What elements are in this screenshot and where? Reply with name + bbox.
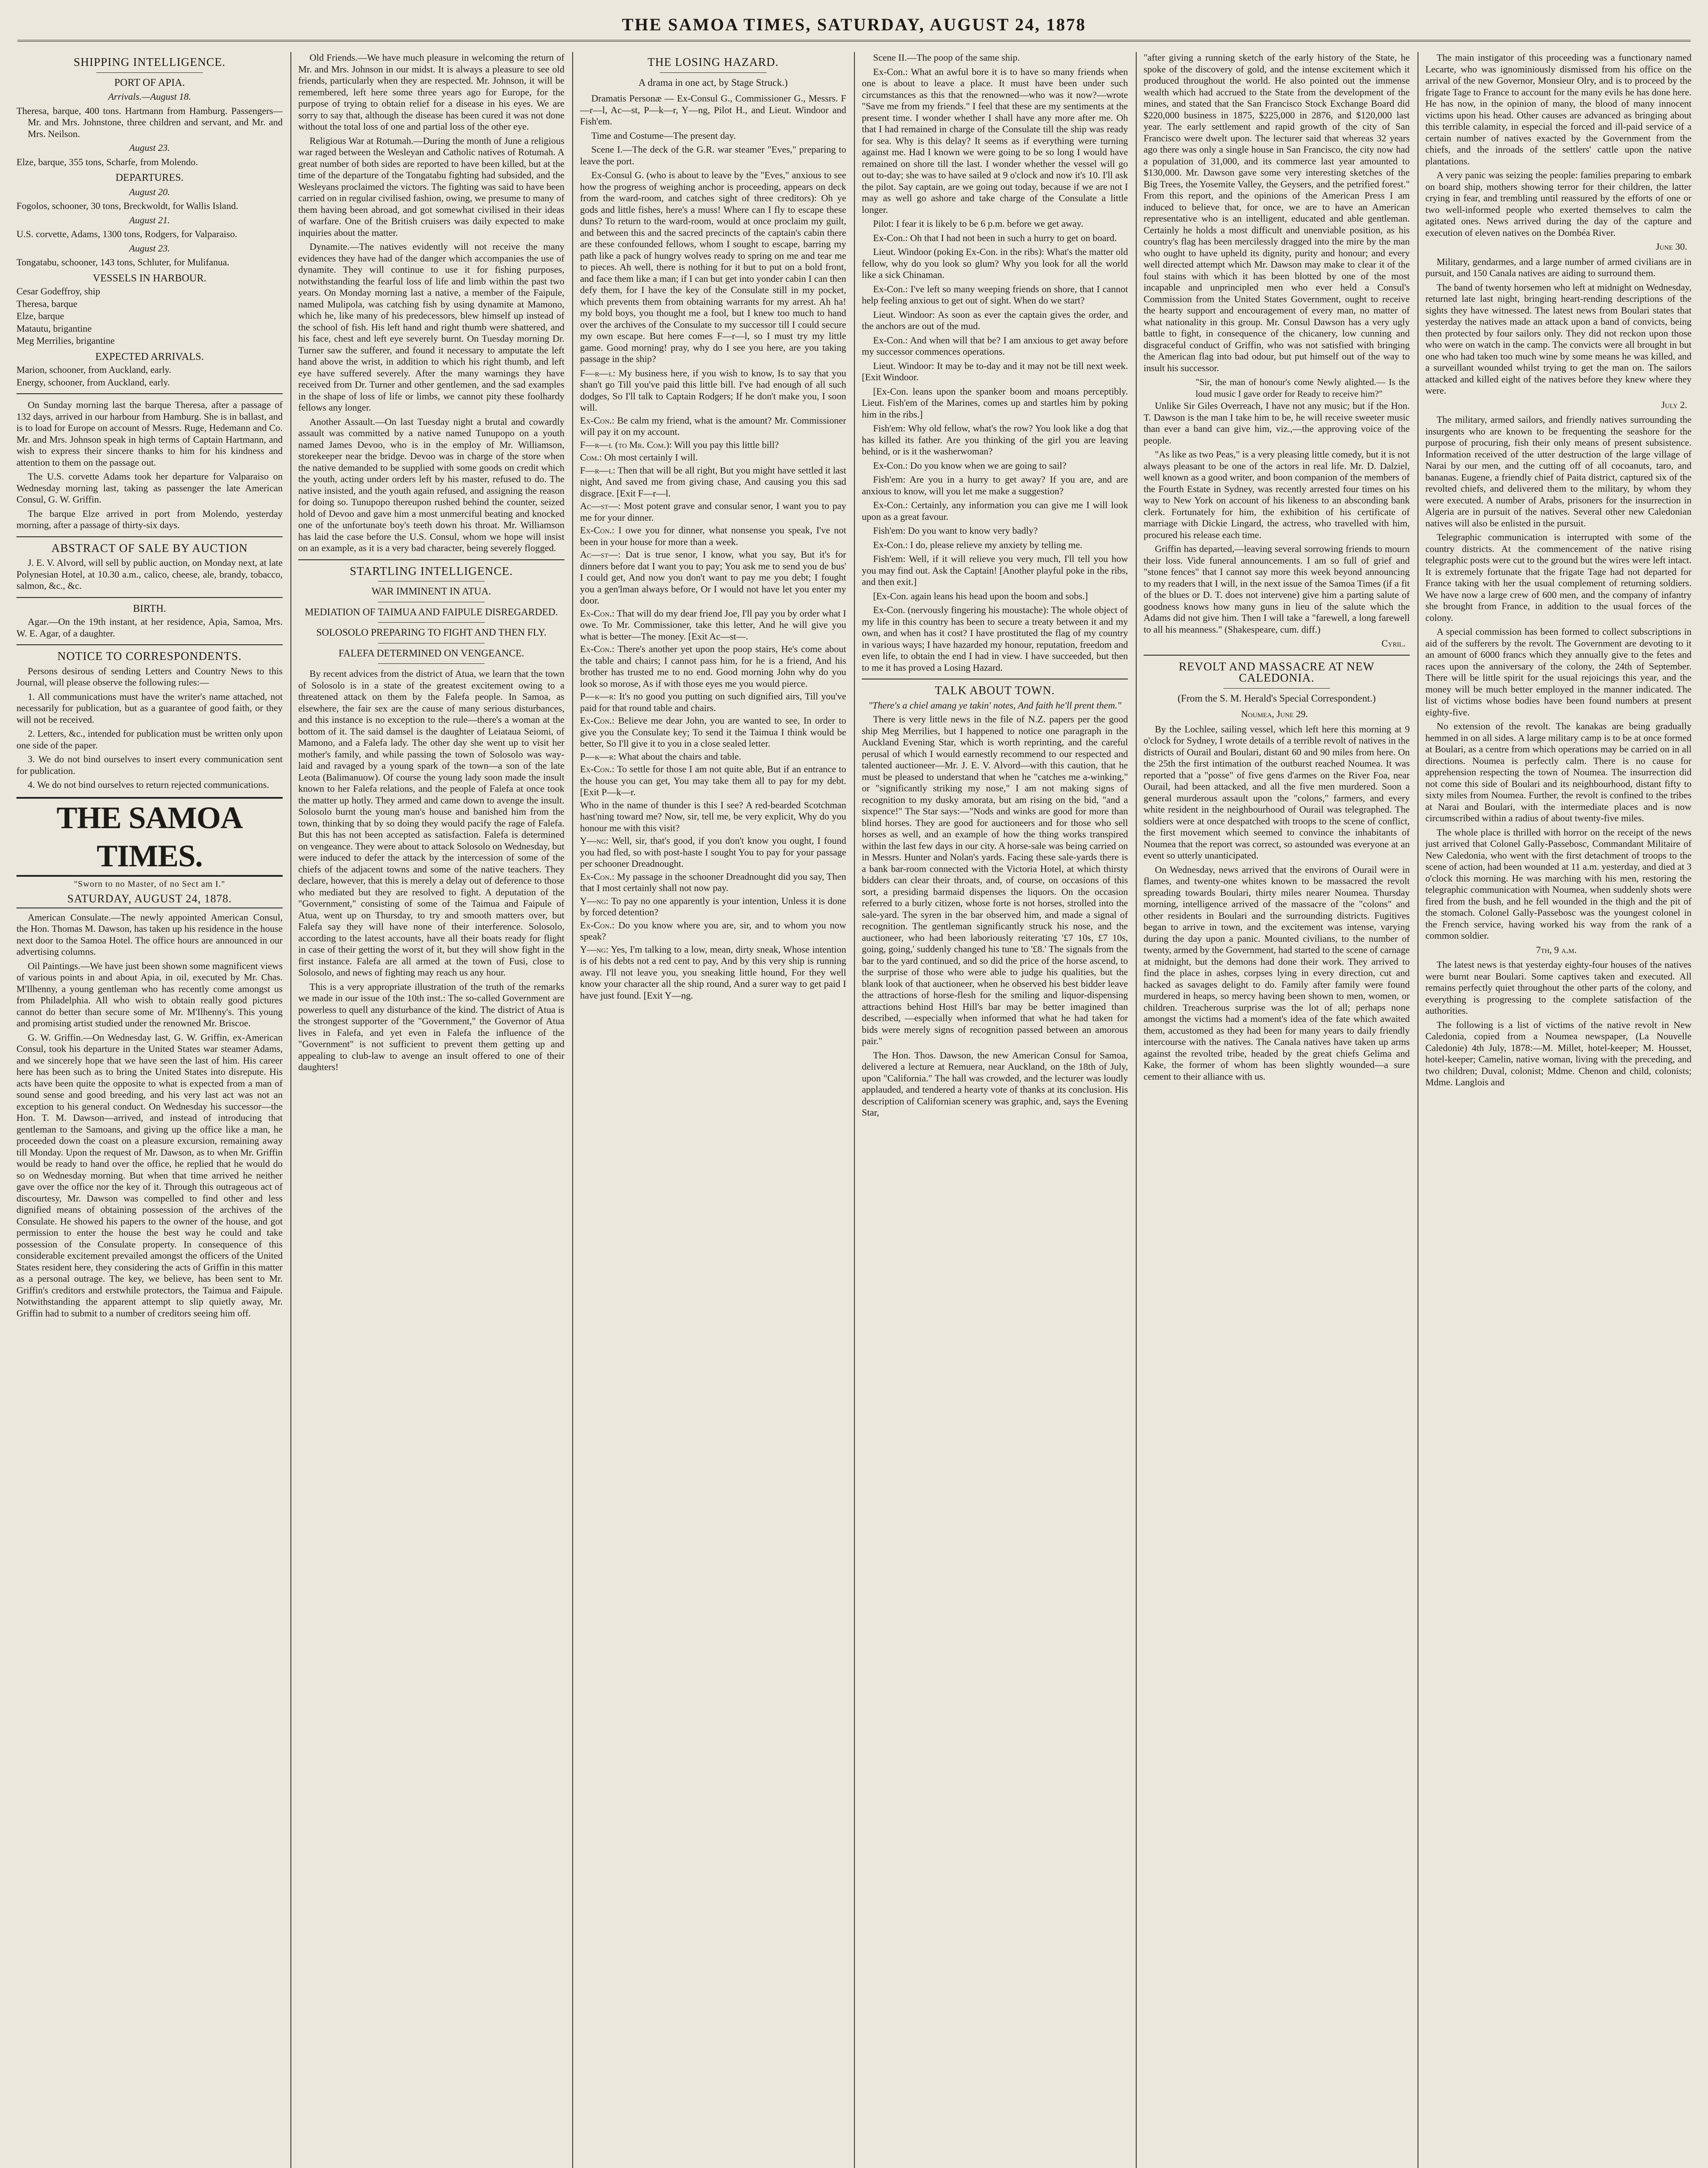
speaker-name: Ex-Con.: xyxy=(580,715,615,726)
drama-personae: Dramatis Personæ — Ex-Consul G., Commissioner G., Messrs. F—r—l, Ac—st, P—k—r, Y—ng, Pilot H., and Lieut. Windoor and Fish'em. xyxy=(580,93,846,127)
talk-heading: TALK ABOUT TOWN. xyxy=(935,684,1055,697)
talk-paragraph: Griffin has departed,—leaving several sorrowing friends to mourn their loss. Vide funeral announcements. I am so full of grief and "stone fences" that I cannot say more this week beyond announcing to my readers that I will, in the next issue of the Samoa Times (if a fit of the blues or D. T. does not intervene) give him a parting salute of goodness knows how many guns in lieu of the salute which the Adams did not give him. Then I will take a "farewell, a long farewell to all his meanness." (Shakespeare, cum. diff.) xyxy=(1144,543,1410,635)
speech-text: Oh most certainly I will. xyxy=(604,452,698,463)
speech-text: To pay no one apparently is your intention, Unless it is done by forced detention? xyxy=(580,895,846,917)
divider xyxy=(16,597,283,598)
column-rule xyxy=(572,52,573,2168)
vessel-item: Theresa, barque xyxy=(16,298,78,309)
divider xyxy=(1144,655,1410,656)
speaker-name: Y—ng: xyxy=(580,835,609,846)
drama-scene: Scene I.—The deck of the G.R. war steamer "Eves," preparing to leave the port. xyxy=(580,144,846,167)
drama-line: [Ex-Con. again leans his head upon the boom and sobs.] xyxy=(873,590,1088,601)
dialogue-line xyxy=(580,452,846,464)
dialogue-line xyxy=(580,715,846,750)
dialogue-line xyxy=(580,871,846,894)
drama-line: Ex-Con.: Certainly, any information you can give me I will look upon as a great favour. xyxy=(862,500,1128,522)
divider xyxy=(378,622,485,623)
dialogue-line xyxy=(580,751,846,763)
revolt-paragraph: The following is a list of victims of the native revolt in New Caledonia, copied from a Noumea newspaper, (La Nouvelle Caledonie) 4th July, 1878:—M. Millet, hotel-keeper; M. Housset, hotel-keeper; Camelin, native woman, living with the preceding, and two children; Duval, colonist; Mdme. Chenon and child, colonists; Mdme. Langlois and xyxy=(1425,1019,1692,1087)
column-2 xyxy=(298,52,564,2168)
port-heading: PORT OF APIA. xyxy=(114,77,185,88)
speaker-name: Ac—st—: xyxy=(580,549,621,560)
dialogue-line xyxy=(580,368,846,414)
column-6 xyxy=(1425,52,1692,2168)
drama-line: [Ex-Con. leans upon the spanker boom and moans perceptibly. Lieut. Fish'em of the Marines, comes up and startles him by poking him in the ribs.] xyxy=(862,385,1128,420)
departure-date: August 21. xyxy=(129,214,170,225)
speaker-name: P—k—r: xyxy=(580,691,616,702)
expected-item: Energy, schooner, from Auckland, early. xyxy=(16,376,170,388)
article-religious-war: Religious War at Rotumah.—During the month of June a religious war raged between the Wesleyan and Catholic natives of Rotumah. A great number of both sides are reported to have been killed, but at the time of the departure of the Tongatabu fighting had subsided, and the Wesleyans proclaimed the victors. The fighting was said to have been carried on in regular civilised fashion, owing, we presume to many of them having been abroad, and got somewhat civilised in their ideas of warfare. One of the British cruisers was daily expected to make inquiries about the matter. xyxy=(298,135,564,238)
revolt-paragraph: The latest news is that yesterday eighty-four houses of the natives were burnt near Boulari. Some captives taken and executed. All remains perfectly quiet throughout the other parts of the colony, and everything is progressing to the complete satisfaction of the authorities. xyxy=(1425,959,1692,1016)
drama-line: Pilot: I fear it is likely to be 6 p.m. before we get away. xyxy=(873,218,1083,229)
headline-falefa: FALEFA DETERMINED ON VENGEANCE. xyxy=(338,647,525,659)
revolt-paragraph: The main instigator of this proceeding was a functionary named Lecarte, who was ignominiously dismissed from his office on the arrival of the new Governor, Monsieur Olry, and is to proceed by the frigate Tage to France to account for the many evils he has done here. He has now, in the opinion of many, the blood of many innocent victims upon his head. Other causes are advanced as bringing about this terrible calamity, in especial the forced and ill-paid service of a certain number of natives exacted by the Government from the chiefs, and the inroads of the settlers' cattle upon the native plantations. xyxy=(1425,52,1692,167)
article-old-friends: Old Friends.—We have much pleasure in welcoming the return of Mr. and Mrs. Johnson in our midst. It is always a pleasure to see old friends, particularly when they are respected. Mr. Johnson, it will be remembered, left here some three years ago for Europe, for the purpose of trying to obtain relief for a disease in his eyes. We are sorry to say that, although the disease has been cured it was not done without the total loss of one and partial loss of the other eye. xyxy=(298,52,564,132)
revolt-paragraph: No extension of the revolt. The kanakas are being gradually hemmed in on all sides. A large military camp is to be at once formed at Boulari, as a centre from which operations may be carried on in all directions. Noumea is perfectly calm. There is no cause for apprehension respecting the town of Noumea. The insurrection did not come this side of Boulari and its neighbourhood, distant fifty to sixty miles from Noumea. Further, the revolt is confined to the tribes at Narai and Boulari, with the intermediate places and is now circumscribed within a radius of about twenty-five miles. xyxy=(1425,721,1692,823)
speech-text: Be calm my friend, what is the amount? Mr. Commissioner will pay it on my account. xyxy=(580,415,846,437)
divider xyxy=(16,644,283,645)
drama-line: Ex-Con.: Do you know when we are going to sail? xyxy=(873,460,1067,471)
speech-text: Well, sir, that's good, if you don't know you ought, I found you had fled, so with post-haste I sought You to pay for your passage per schooner Dreadnought. xyxy=(580,835,846,869)
expected-item: Marion, schooner, from Auckland, early. xyxy=(16,364,171,375)
revolt-date: June 30. xyxy=(1656,241,1687,252)
notice-rule: 3. We do not bind ourselves to insert every communication sent for publication. xyxy=(16,754,283,776)
speech-text: Will you pay this little bill? xyxy=(674,439,779,450)
speech-text: There's another yet upon the poop stairs, He's come about the table and chairs; I cannot pass him, for he is a friend, And his brother has trusted me to no end. Good morning John why do you look so morose, As if with those eyes me you would pierce. xyxy=(580,643,846,689)
revolt-paragraph: The military, armed sailors, and friendly natives surrounding the insurgents who are known to be frequenting the seashore for the purpose of procuring, fish their only means of present subsistence. Information received of the utter destruction of the large village of Narai by our men, and the cutting off of all cocoanuts, taro, and bananas. Eugene, a friendly chief of Paita district, captured six of the revolted chiefs, and delivered them to the military, by whom they were executed. A number of Arabs, prisoners for the insurrection in Algeria are in pursuit of the natives. Several other new Caledonian natives will also be enlisted in the pursuit. xyxy=(1425,414,1692,529)
speaker-name: Ex-Con.: xyxy=(580,525,615,535)
speech-text: Yes, I'm talking to a low, mean, dirty sneak, Whose intention is of his debts not a red cent to pay, And by this very ship is running away. I'll not leave you, you sneaking little hound, For they well know your character all the ship round, And a surer way to get paid I have just found. [Exit Y—ng. xyxy=(580,944,846,1001)
shipping-news: The U.S. corvette Adams took her departure for Valparaiso on Wednesday morning last, taking as passenger the late American Consul, G. W. Griffin. xyxy=(16,471,283,505)
divider xyxy=(660,72,766,73)
column-rule xyxy=(290,52,291,2168)
shipping-news: On Sunday morning last the barque Theresa, after a passage of 132 days, arrived in our harbour from Hamburg. She is in ballast, and is to load for Europe on account of Messrs. Ruge, Hedemann and Co. Mr. and Mrs. Johnson speak in high terms of Captain Hartmann, and wish to express their sincere thanks to him for his kindness and attention to them on the passage out. xyxy=(16,399,283,468)
speech-text: I owe you for dinner, what nonsense you speak, I've not been in your house for more than a week. xyxy=(580,525,846,547)
speech-text: To settle for those I am not quite able, But if an entrance to the house you can get, You may take them all to pay for my debt. [Exit P—k—r. xyxy=(580,764,846,797)
speaker-name: Y—ng: xyxy=(580,895,609,906)
headline-solosolo: SOLOSOLO PREPARING TO FIGHT AND THEN FLY. xyxy=(316,627,547,638)
birth-heading: BIRTH. xyxy=(133,603,166,614)
departure-item: Fogolos, schooner, 30 tons, Breckwoldt, for Wallis Island. xyxy=(16,200,238,211)
departures-heading: DEPARTURES. xyxy=(115,172,184,183)
headline-war: WAR IMMINENT IN ATUA. xyxy=(372,586,491,597)
notice-rule: 1. All communications must have the writer's name attached, not necessarily for publication, but as a guarantee of good faith, or they will not be received. xyxy=(16,691,283,725)
speaker-name: Ex-Con.: xyxy=(580,871,615,882)
speech-text: Then that will be all right, But you might have settled it last night, And saved me from giving chase, And causing you this sad disgrace. [Exit F—r—l. xyxy=(580,464,846,499)
speaker-name: Ex-Con.: xyxy=(580,415,615,426)
speech-text: My business here, if you wish to know, Is to say that you shan't go Till you've paid this little bill. I've had enough of all such dodges, So I'll talk to Captain Rodgers; If he don't make you, I soon will. xyxy=(580,367,846,413)
auction-heading: ABSTRACT OF SALE BY AUCTION xyxy=(51,541,248,555)
birth-text: Agar.—On the 19th instant, at her residence, Apia, Samoa, Mrs. W. E. Agar, of a daughter. xyxy=(16,616,283,639)
column-1 xyxy=(16,52,283,2168)
talk-paragraph: Unlike Sir Giles Overreach, I have not any music; but if the Hon. T. Dawson is the man I take him to be, he will receive sweeter music than ever a band can give him, viz.,—the approving voice of the people. xyxy=(1144,400,1410,446)
talk-paragraph: "As like as two Peas," is a very pleasing little comedy, but it is not always pleasant to be one of the actors in real life. Mr. D. Dalziel, well known as a good writer, and boon companion of the members of the Fourth Estate in Sydney, was recently arrested four times on his way to New York on account of his likeness to an absconding bank clerk. Fortunately for him, the exhibition of his certificate of marriage with Dickie Lingard, the actress, who travelled with him, procured his release each time. xyxy=(1144,449,1410,540)
departure-item: Tongatabu, schooner, 143 tons, Schluter, for Mulifanua. xyxy=(16,257,229,268)
speaker-name: Ac—st—: xyxy=(580,500,621,511)
speaker-name: Ex-Con.: xyxy=(580,919,615,931)
drama-line: Fish'em: Well, if it will relieve you very much, I'll tell you how you may find out. Ask the Captain! [Another playful poke in the ribs, and then exit.] xyxy=(862,553,1128,587)
auction-text: J. E. V. Alvord, will sell by public auction, on Monday next, at late Polynesian Hotel, at 10.30 a.m., calico, cheese, ale, brandy, tobacco, salmon, &c., &c. xyxy=(16,557,283,591)
divider xyxy=(96,72,203,73)
dialogue-line xyxy=(580,691,846,714)
page-header xyxy=(17,10,1691,42)
drama-scene-2: Scene II.—The poop of the same ship. xyxy=(873,52,1020,63)
drama-title: THE LOSING HAZARD. xyxy=(647,56,779,69)
article-griffin: G. W. Griffin.—On Wednesday last, G. W. Griffin, ex-American Consul, took his departure in the United States war steamer Adams, and we sincerely hope that we have seen the last of him. His career here has been such as to bring the United States into disrepute. His acts have been quite the opposite to what is expected from a man of sound sense and good breeding, and his very last act was not an exception to his general conduct. On Wednesday his successor—the Hon. T. M. Dawson—arrived, and instead of introducing that gentleman to the Samoans, and giving up the office like a man, he proceeded down the coast on a pleasure excursion, remaining away till Monday. Upon the request of Mr. Dawson, as to when Mr. Griffin would be ready to hand over the office, he replied that he would do so on Wednesday morning. But when that time arrived he neither gave over the office nor the key of it. Through this outrageous act of discourtesy, Mr. Dawson was compelled to find other and less dignified means of obtaining possession of the archives of the Consulate. He showed his papers to the owner of the house, and got permission to enter the house the best way he could and take possession of the Consulate property. In consequence of this considerable excitement prevailed amongst the officers of the United States resident here, they considering the acts of Griffin in this matter as a personal outrage. The key, we believe, has been sent to Mr. Griffin's creditors and erstwhile protectors, the Taimua and Faipule. Notwithstanding the apparent attempt to slip quietly away, Mr. Griffin had to submit to a number of creditors seeing him off. xyxy=(16,1032,283,1319)
drama-line: Fish'em: Why old fellow, what's the row? You look like a dog that has killed its father. Are you thinking of the girl you are leaving behind, or is it the washerwoman? xyxy=(862,423,1128,457)
revolt-paragraph: Military, gendarmes, and a large number of armed civilians are in pursuit, and 150 Canala natives are aiding to surround them. xyxy=(1425,256,1692,278)
revolt-date: 7th, 9 a.m. xyxy=(1536,944,1577,955)
column-3 xyxy=(580,52,846,2168)
talk-paragraph: The Hon. Thos. Dawson, the new American Consul for Samoa, delivered a lecture at Remuera, near Auckland, on the 18th of July, upon "California." The hall was crowded, and the lecturer was loudly applauded, and tendered a hearty vote of thanks at its conclusion. His description of Californian scenery was graphic, and, says the Evening Star, xyxy=(862,1049,1128,1118)
drama-line: Ex-Con. (nervously fingering his moustache): The whole object of my life in this country has been to secure a treaty between it and my own, and when has it cost? I have prostituted the flag of my country in various ways; I have hazarded my honour, reputation, freedom and even life, to obtain the end I had in view. I have succeeded, but then to me it has proved a Losing Hazard. xyxy=(862,604,1128,673)
dialogue-line xyxy=(580,465,846,500)
shipping-heading: SHIPPING INTELLIGENCE. xyxy=(73,56,226,69)
divider xyxy=(16,536,283,537)
talk-paragraph: "after giving a running sketch of the early history of the State, he spoke of the discovery of gold, and the intense excitement which it produced throughout the world. He also pointed out the immense wealth which had accrued to the State from the development of the mines, and stated that the San Francisco Stock Exchange Board did $220,000 business in 1875, $225,000 in 2876, and $120,000 last year. The early settlement and rapid growth of the city of San Francisco were dwelt upon. The lecturer said that whereas 32 years ago there was only a single house in San Francisco, the city now had a population of 31,000, and its commerce last year amounted to $130,000. Mr. Dawson gave some very interesting sketches of the Big Trees, the Yosemite Valley, the Geysers, and the petrified forest." From this report, and the opinions of the American Press I am induced to believe that, for once, we are to have an American representative who is an intelligent, educated and able gentleman. Certainly he holds a most difficult and unenviable position, as his country's flag has been mercilessly dragged into the mire by the man who ought to have upheld its dignity, purity and honour; and every well directed attempt which Mr. Dawson may make to clear it of the foul stains with which it has been blotted by one of the most incapable and unprincipled men who ever held a Consul's Commission from the United States Government, ought to receive the hearty support and encouragement of every man, no matter of what nationality in this group. Mr. Consul Dawson has a very ugly battle to fight, in consequence of the chicanery, low cunning and disgraceful conduct of Griffin, who was not satisfied with bringing the American flag into bad odour, but put himself out of the way to insult his successor. xyxy=(1144,52,1410,373)
drama-line: Ex-Con.: What an awful bore it is to have so many friends when one is about to leave a place. It must have been under such circumstances as this that the renowned—who was it now?—wrote "Save me from my friends." I feel that these are my sentiments at the present time. I wonder whether I shall have any more after me. Oh that I had remained in charge of the Consulate till the ship was ready for sea. Why is this delay? It seems as if everything were turning against me. Had I known we were going to be so long I would have remained on shore till the last. I wonder whether the vessel will go out to-day; she was to have sailed at 9 o'clock and now it's 10. I'll ask the pilot. Say captain, are we going out today, because if we are not I may as well go ashore and take charge of the Consulate a little longer. xyxy=(862,66,1128,215)
notice-heading: NOTICE TO CORRESPONDENTS. xyxy=(57,650,242,663)
drama-time: Time and Costume—The present day. xyxy=(591,130,736,141)
revolt-paragraph: By the Lochlee, sailing vessel, which left here this morning at 9 o'clock for Sydney, I wrote details of a terrible revolt of natives in the districts of Ourail and Boulari, distant 60 and 90 miles from here. On the 25th the first intimation of the outburst reached Noumea. It was reported that a "posse" of five gens d'armes on the River Foa, near Ourail, had been attacked, and all the five men murdered. Soon a general murderous assault upon the "colons," farmers, and every white resident in the neighbourhood of Ourail was telegraphed. The soldiers were at once despatched with troops to the scene of conflict, the first movement which seemed to convince the inhabitants of Noumea that the report was correct, so astounded was everyone at an event so utterly unanticipated. xyxy=(1144,723,1410,861)
speech-text: Most potent grave and consular senor, I want you to pay me for your dinner. xyxy=(580,500,846,523)
speaker-name: Ex-Con.: xyxy=(580,764,615,774)
article-oil-paintings: Oil Paintings.—We have just been shown some magnificent views of various points in and about Apia, in oil, executed by Mr. Chas. M'Ilhenny, a young gentleman who has recently come amongst us from Philadelphia. All who wish to obtain really good pictures cannot do better than secure some of Mr. M'Ilhenny's. This young and promising artist studied under the renowned Mr. Briscoe. xyxy=(16,960,283,1028)
column-rule xyxy=(1136,52,1137,2168)
divider xyxy=(378,663,485,664)
speech-text: Who in the name of thunder is this I see? A red-bearded Scotchman hast'ning toward me? Now, sir, tell me, be very explicit, Why do you honour me with this visit? xyxy=(580,799,846,833)
speaker-name: F—r—l (to Mr. Com.): xyxy=(580,439,672,450)
drama-line: Fish'em: Are you in a hurry to get away? If you are, and are anxious to know, will you let me make a suggestion? xyxy=(862,474,1128,496)
speaker-name: P—k—r: xyxy=(580,751,616,762)
drama-dialogue xyxy=(580,368,846,1002)
speaker-name: Com.: xyxy=(580,452,602,463)
notice-intro: Persons desirous of sending Letters and Country News to this Journal, will please observe the following rules:— xyxy=(16,665,283,688)
arrivals-heading: Arrivals.—August 18. xyxy=(108,91,191,102)
departure-date: August 23. xyxy=(129,242,170,254)
revolt-paragraph: A very panic was seizing the people: families preparing to embark on board ship, mothers showing terror for their children, the latter crying in fear, and trembling until reassured by the efforts of one or two well-informed people who exerted themselves to calm the agitated ones. News arrived during the day of the capture and execution of eleven natives on the Dombéa River. xyxy=(1425,170,1692,238)
divider xyxy=(16,393,283,394)
dialogue-line xyxy=(580,549,846,607)
notice-rule: 4. We do not bind ourselves to return rejected communications. xyxy=(28,779,269,790)
dialogue-line xyxy=(580,500,846,523)
talk-verse: "Sir, the man of honour's come Newly alighted.— Is the loud music I gave order for Ready to receive him?" xyxy=(1196,377,1410,399)
departure-date: August 20. xyxy=(129,186,170,197)
header-text: THE SAMOA TIMES, SATURDAY, AUGUST 24, 1878 xyxy=(622,15,1086,34)
dialogue-line xyxy=(580,643,846,689)
drama-line: Fish'em: Do you want to know very badly? xyxy=(873,525,1038,536)
speaker-name: Y—ng: xyxy=(580,944,609,955)
drama-subtitle: A drama in one act, by Stage Struck.) xyxy=(638,77,788,88)
headline-startling: STARTLING INTELLIGENCE. xyxy=(349,564,513,578)
drama-line: Lieut. Windoor: As soon as ever the captain gives the order, and the anchors are out of the mud. xyxy=(862,309,1128,331)
drama-opening: Ex-Consul G. (who is about to leave by the "Eves," anxious to see how the progress of weighing anchor is proceeding, appears on deck from the ward-room, and catches sight of three creditors): Oh ye gods and little fishes, here's a muss! Where can I fly to escape these duns? To return to the ward-room, would at once proclaim my guilt, and between this and the sacred precincts of the captain's cabin there are these confounded fellows, whom I sought to escape, barring my path like a pack of hungry wolves ready to spring on me and tear me to pieces. Ah well, there is nothing for it but to put on a bold front, and face them like a man; if I can but get into yonder cabin I can then defy them, for I have the key of the Consulate still in my pocket, which prevents them from obtaining warrants for my arrest. Ah ha! my bold boys, you thought me a fool, but I knew too much to hand over the archives of the Consulate to my successor till I could secure my own escape. But here comes F—r—l, so I must try my little game. Good morning! pray, why do I see you here, are you taking passage in the ship? xyxy=(580,170,846,364)
newspaper-title: THE SAMOA TIMES. xyxy=(16,797,283,877)
speaker-name: F—r—l: xyxy=(580,367,616,379)
dialogue-line xyxy=(580,800,846,834)
dialogue-line xyxy=(580,764,846,798)
drama-line: Ex-Con.: I've left so many weeping friends on shore, that I cannot help feeling anxious to get out of sight. When do we start? xyxy=(862,283,1128,306)
dialogue-line xyxy=(580,525,846,548)
revolt-subheading: (From the S. M. Herald's Special Correspondent.) xyxy=(1177,692,1376,704)
speaker-name: F—r—l: xyxy=(580,464,616,476)
speech-text: Believe me dear John, you are wanted to see, In order to give you the Consulate key; To send it the Taimua I think would be better, So I'll give it to you in a close sealed letter. xyxy=(580,715,846,749)
drama-line: Ex-Con.: I do, please relieve my anxiety by telling me. xyxy=(873,539,1082,550)
speech-text: Do you know where you are, sir, and to whom you now speak? xyxy=(580,919,846,942)
revolt-paragraph: The band of twenty horsemen who left at midnight on Wednesday, returned late last night, bringing heart-rending descriptions of the sights they have witnessed. The latest news from Boulari states that yesterday the natives made an attack upon a band of convicts, being then protected by four sailors only. They did not reckon upon those who were on watch in the camp. The convicts were all brought in but one who had taken too much wine by some means he was killed, and a surveillant wounded whilst trying to get the man on. The sailors attacked and killed eight of the natives before they knew where they were. xyxy=(1425,281,1692,396)
revolt-paragraph: The whole place is thrilled with horror on the receipt of the news just arrived that Colonel Gally-Passebosc, Commandant Militaire of New Caledonia, who went with the first detachment of troops to the scene of action, had been wounded at 11 a.m. yesterday, and died at 3 o'clock this morning. He was marching with his men, restoring the telegraphic communication with Noumea, when suddenly shots were fired from the bush, and he fell wounded in the thigh and the pit of the stomach. Colonel Gally-Passebosc was the youngest colonel in the French service, having worked his way from the rank of a common soldier. xyxy=(1425,826,1692,941)
shipping-news: The barque Elze arrived in port from Molendo, yesterday morning, after a passage of thirty-six days. xyxy=(16,508,283,530)
dialogue-line xyxy=(580,835,846,870)
vessel-item: Matautu, brigantine xyxy=(16,323,92,334)
speech-text: It's no good you putting on such dignified airs, Till you've paid for that round table and chairs. xyxy=(580,691,846,713)
article-consulate: American Consulate.—The newly appointed American Consul, the Hon. Thomas M. Dawson, has taken up his residence in the house next door to the Samoa Hotel. The office hours are announced in our advertising columns. xyxy=(16,911,283,957)
revolt-dateline: Noumea, June 29. xyxy=(1241,709,1308,719)
dialogue-line xyxy=(580,944,846,1002)
notice-rule: 2. Letters, &c., intended for publication must be written only upon one side of the paper. xyxy=(16,728,283,751)
dialogue-line xyxy=(580,920,846,943)
dialogue-line xyxy=(580,895,846,918)
column-5 xyxy=(1144,52,1410,2168)
speech-text: That will do my dear friend Joe, I'll pay you by order what I owe. To Mr. Commissioner, take this letter, And he will give you what is better—The money. [Exit Ac—st—. xyxy=(580,607,846,642)
column-4 xyxy=(862,52,1128,2168)
dialogue-line xyxy=(580,415,846,438)
article-atua: By recent advices from the district of Atua, we learn that the town of Solosolo is in a state of the greatest excitement owing to a threatened attack on them by the Falefa people. In Samoa, as elsewhere, the fair sex are the cause of many serious disturbances, and this instance is no exception to the rule—there's a woman at the bottom of it. The said damsel is the daughter of Leiataua Seiomi, of Mamono, and a Falefa lady. The other day she went up to visit her mother's family, and while passing the town of Solosolo was way-laid and ravaged by a young spark of the town—a son of the late Leota (Balimanuow). Of course the young lady soon made the insult known to her Falefa relations, and the people of Falefa at once took the matter up hotly. They armed and came down to avenge the insult. Solosolo burnt the young man's house and banished him from the town, thinking that by so doing they would pacify the rage of Falefa. But this has not been accepted as satisfaction. Falefa is determined on vengeance. They were about to attack Solosolo on Wednesday, but were induced to defer the attack by the intercession of some of the chiefs of the adjacent towns and some of the native teachers. They declare, however, that this is merely a delay out of deference to those who mediated but they are resolved to fight. A deputation of the "Government," consisting of some of the Taimua and Faipule of Atua, went up on Thursday, to try and smooth matters over, but Falefa say they will have none of their interference. Solosolo, according to the latest accounts, have all their boats ready for flight in case of their getting the worst of it, but they will show fight in the first instance. Falefa are all armed at the town of Fusi, close to Solosolo, and news of fighting may reach us any hour. xyxy=(298,668,564,978)
dialogue-line xyxy=(580,608,846,643)
drama-line: Ex-Con.: Oh that I had not been in such a hurry to get on board. xyxy=(873,232,1117,243)
arrival-item: Theresa, barque, 400 tons. Hartmann from Hamburg. Passengers—Mr. and Mrs. Johnstone, three children and servant, and Mr. and Mrs. Neilson. xyxy=(16,105,283,139)
talk-epigraph: "There's a chiel amang ye takin' notes, And faith he'll prent them." xyxy=(868,699,1121,711)
divider xyxy=(1223,688,1330,689)
newspaper-motto: "Sworn to no Master, of no Sect am I." xyxy=(74,879,225,889)
drama-line: Lieut. Windoor: It may be to-day and it may not be till next week. [Exit Windoor. xyxy=(862,360,1128,382)
revolt-heading: REVOLT AND MASSACRE AT NEW CALEDONIA. xyxy=(1179,660,1375,684)
speaker-name: Ex-Con.: xyxy=(580,643,615,654)
speech-text: My passage in the schooner Dreadnought did you say, Then that I most certainly shall not now pay. xyxy=(580,871,846,893)
expected-heading: EXPECTED ARRIVALS. xyxy=(95,351,204,362)
article-assault: Another Assault.—On last Tuesday night a brutal and cowardly assault was committed by a native named Tunupopo on a youth named James Devoo, who is in the employ of Mr. Williamson, storekeeper near the bridge. Devoo was in charge of the store when the native demanded to be supplied with some goods on credit which the youth, acting under orders left by his master, refused to do. The native insisted, and the youth again refused, and assigning the reason for doing so. Tunupopo thereupon rushed behind the counter, seized hold of Devoo and gave him a most unmerciful beating and knocked one of the unfortunate boy's teeth down his throat. Mr. Williamson has laid the case before the U.S. Consul, whom we hope will insist on an example, as it is a very bad character, being severely flogged. xyxy=(298,416,564,553)
headline-mediation: MEDIATION OF TAIMUA AND FAIPULE DISREGARDED. xyxy=(305,606,558,617)
speaker-name: Ex-Con.: xyxy=(580,607,615,619)
vessel-item: Meg Merrilies, brigantine xyxy=(16,335,115,346)
article-atua: This is a very appropriate illustration of the truth of the remarks we made in our issue of the 10th inst.: The so-called Government are powerless to quell any disturbance of the kind. The district of Atua is the strongest supporter of the "Government," the Governor of Atua lives in Falefa, and yet even in Falefa the influence of the "Government" is not sufficient to prevent them getting up and appealing to club-law to avenge an insult offered to one of their daughters! xyxy=(298,981,564,1072)
arrival-date: August 23. xyxy=(129,142,170,153)
revolt-paragraph: A special commission has been formed to collect subscriptions in aid of the sufferers by the revolt. The Government are devoting to it an amount of 6000 francs which they annually give to the fetes and races upon the anniversary of the colony, the 24th of September. There will be little spirit for the usual rejoicings this year, and the money will be much better employed in the manner indicated. The list of victims whose bodies have been found numbers at present eighty-five. xyxy=(1425,626,1692,718)
column-rule xyxy=(854,52,855,2168)
issue-date: SATURDAY, AUGUST 24, 1878. xyxy=(16,893,283,908)
talk-paragraph: There is very little news in the file of N.Z. papers per the good ship Meg Merrilies, but I happened to notice one paragraph in the Auckland Evening Star, which is worth reprinting, and the careful perusal of which I would earnestly recommend to our respected and talented auctioneer—Mr. J. E. V. Alvord—with this caution, that he must be pleased to understand that when he "catches me a-winking," or "significantly striking my nose," I am not making signs of recognition to my dusky amorata, but am rising on the bid, "and a sixpence!" The Star says:—"Nods and winks are good for more than blind horses. They are good for auctioneers and for those who sell horses as well, and an example of how the thing works transpired within the last few days in our city. A horse-sale was being carried on in Messrs. Hunter and Nolan's yards. Facing these sale-yards there is a bank bar-room connected with the Victoria Hotel, at which thirsty bidders can clear their throats, and, of course, on occasions of this sort, a presiding barmaid dispenses the liquors. On the occasion referred to a burly citizen, whose forte is not horses, strolled into the sale-yard. The syren in the bar observed him, and made a signal of recognition. The gentleman significantly struck his nose, and the auctioneer, who had been laboriously reiterating '£7 10s, £7 10s, going, going,' suddenly changed his tune to '£8.' The signals from the bar to the yard continued, and so did the price of the horse ascend, to the surprise of those who were able to judge his qualities, but the blank look of that auctioneer, when he observed his best bidder leave the attractions of horse-flesh for the smiling and liquor-dispensing attractions behind Host Hill's bar may be better imagined than described, —especially when informed that what he had taken for bids were merely signs of recognition passed between an amorous pair." xyxy=(862,714,1128,1046)
divider xyxy=(298,559,564,560)
revolt-paragraph: On Wednesday, news arrived that the environs of Ourail were in flames, and twenty-one whites known to be massacred the revolt spreading towards Boulari, thirty miles nearer Noumea. Thursday morning, intelligence arrived of the massacre of the "colons" and other residents in Boulari and the surrounding districts. Fugitives began to arrive in town, and the excitement was intense, varying during the day upon a panic. Mounted civilians, to the number of twenty, armed by the Government, had started to the scene of carnage at midnight, but the demons had done their work. They arrived to find the place in ashes, corpses lying in every direction, cut and hacked as savages delight to do. Family after family were found murdered in heaps, so mercy having been shown to men, women, or children. Treacherous surprise was the lot of all; perhaps none amongst the victims had a moment's idea of the fate which awaited them, accustomed as they had been for many years to daily friendly intercourse with the natives. The Canala natives have taken up arms against the revolted tribe, headed by the great chiefs Gelima and Kake, the former of whom has been slightly wounded—a sure cement to their alliance with us. xyxy=(1144,864,1410,1082)
article-dynamite: Dynamite.—The natives evidently will not receive the many evidences they have had of the danger which accompanies the use of dynamite. They will continue to use it for fishing purposes, notwithstanding the fearful loss of life and limb within the past two years. On Monday morning last a native, a member of the Faipule, named Mulipola, was catching fish by using dynamite at Mamono, which he, like many of his predecessors, blew himself up instead of the school of fish. His left hand and right thumb were shattered, and his face, chest and left eye severely burnt. On Tuesday morning Dr. Turner saw the sufferer, and found it necessary to amputate the left hand above the wrist, in addition to which his right thumb, and left eye have suffered severely. After the many warnings they have received from Dr. Turner and other gentlemen, and the sad examples in the shape of loss of life or limbs, we cannot pity these foolhardy fellows any longer. xyxy=(298,241,564,413)
arrival-item: Elze, barque, 355 tons, Scharfe, from Molendo. xyxy=(16,156,198,167)
vessels-heading: VESSELS IN HARBOUR. xyxy=(92,272,207,284)
vessel-item: Cesar Godeffroy, ship xyxy=(16,286,101,297)
revolt-paragraph: Telegraphic communication is interrupted with some of the country districts. At the commencement of the native rising telegraphic posts were cut to the ground but the wires were left intact. It is extremely fortunate that the frigate Tage had not departed for France taking with her the usual complement of returning soldiers. We have now a large crew of 600 men, and the company of infantry she brought from France, in addition to the usual forces of the colony. xyxy=(1425,532,1692,623)
dialogue-line xyxy=(580,439,846,451)
revolt-date: July 2. xyxy=(1661,399,1687,410)
author-signature: Cyril. xyxy=(1381,638,1405,649)
drama-line: Ex-Con.: And when will that be? I am anxious to get away before my successor commences operations. xyxy=(862,334,1128,357)
drama-line: Lieut. Windoor (poking Ex-Con. in the ribs): What's the matter old fellow, why do you look so glum? Why you look for all the world like a sick Chinaman. xyxy=(862,246,1128,280)
speech-text: What about the chairs and table. xyxy=(618,751,741,762)
departure-item: U.S. corvette, Adams, 1300 tons, Rodgers, for Valparaiso. xyxy=(16,229,238,239)
vessel-item: Elze, barque xyxy=(16,310,64,321)
speech-text: Dat is true senor, I know, what you say, But it's for dinners before dat I want you to pay; You ask me to send you de bus' I could get, And now you don't want to pay me you debt; I fought you a gen'lman always before, Or I would not have let you enter my door. xyxy=(580,549,846,606)
